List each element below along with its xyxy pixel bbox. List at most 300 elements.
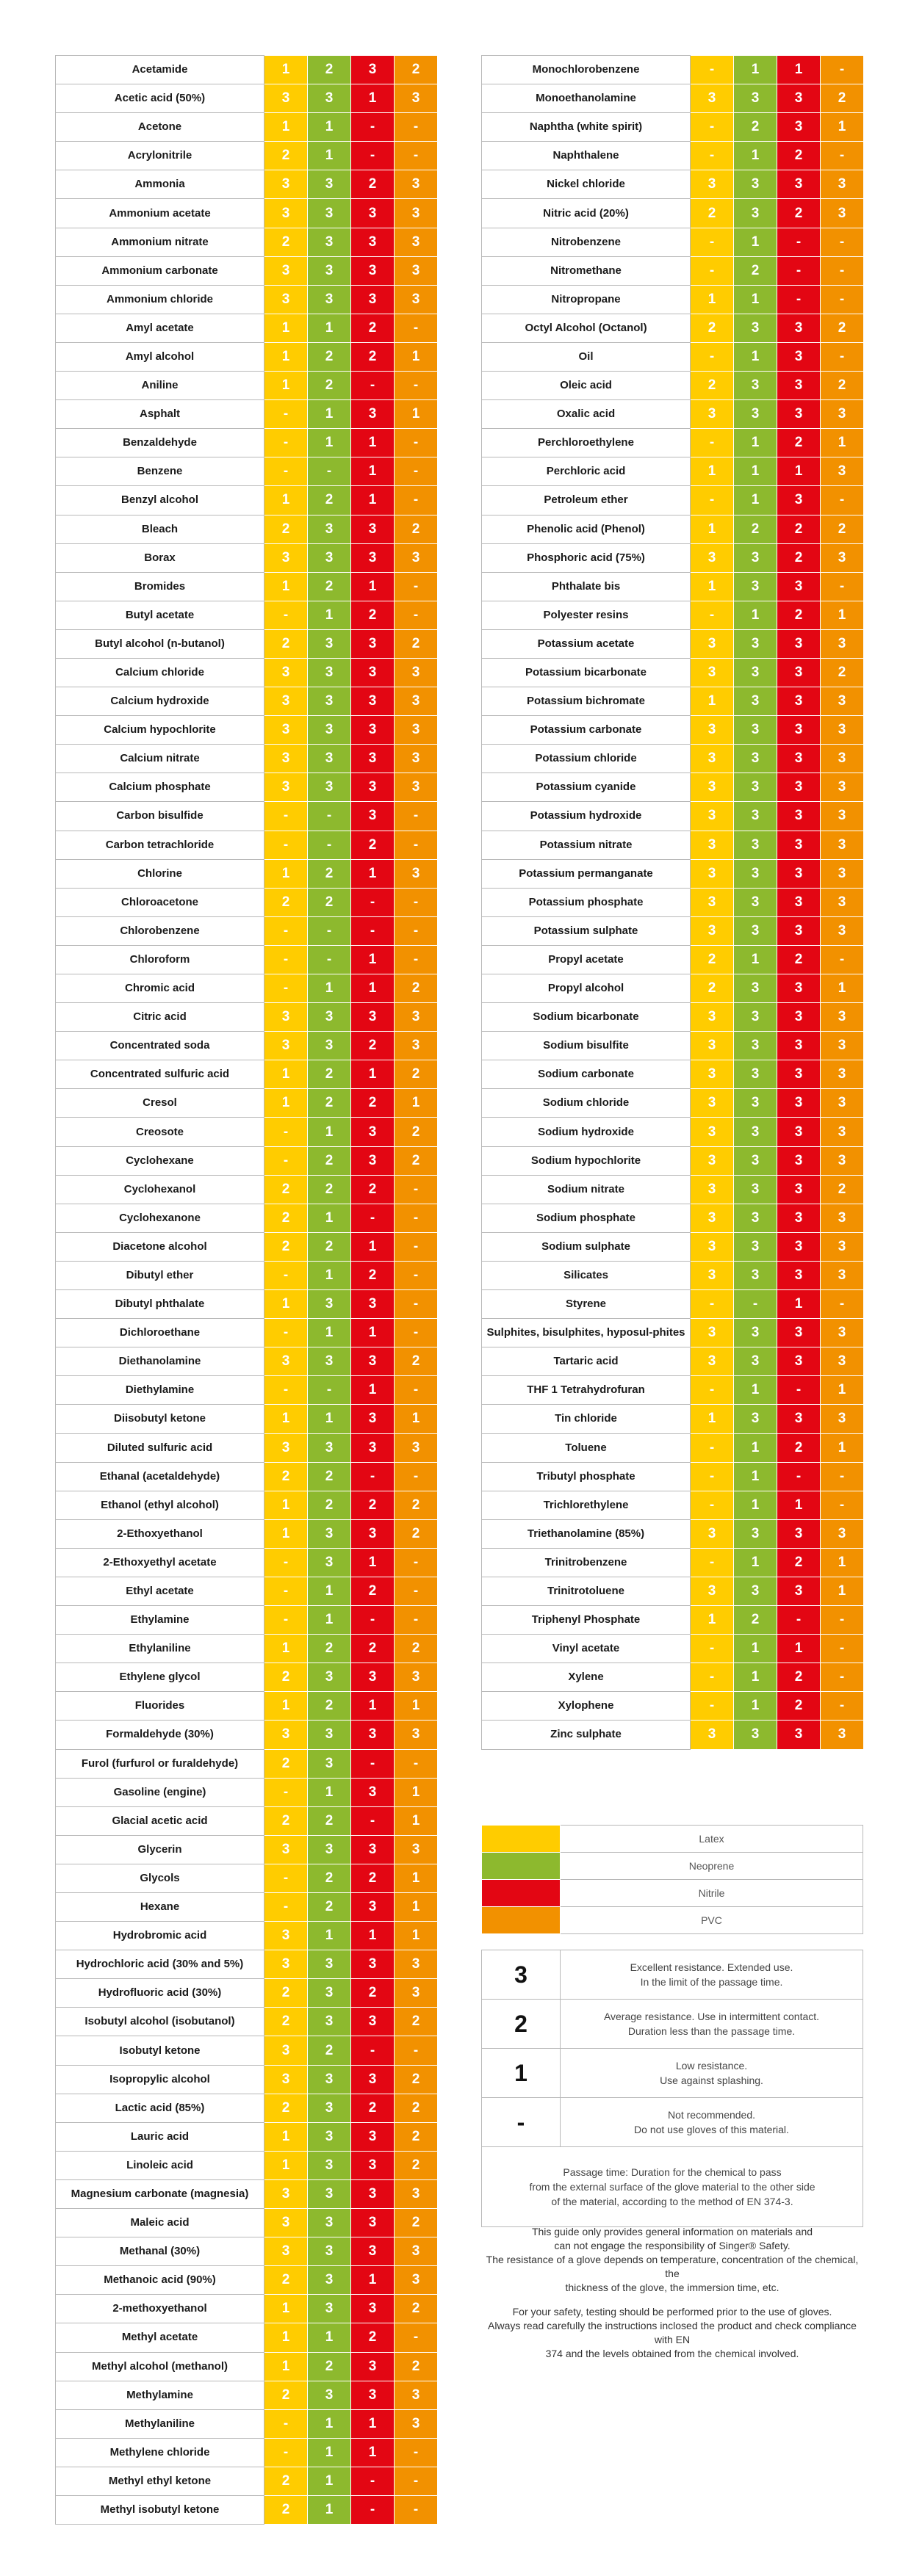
chemical-name: Methyl acetate bbox=[56, 2323, 264, 2352]
latex-rating: 2 bbox=[691, 372, 734, 400]
latex-rating: 2 bbox=[264, 629, 308, 658]
nitrile-rating: 2 bbox=[351, 342, 395, 371]
neoprene-rating: 2 bbox=[308, 1146, 351, 1175]
pvc-rating: 2 bbox=[395, 629, 438, 658]
latex-rating: 3 bbox=[691, 1204, 734, 1232]
table-row bbox=[482, 859, 864, 888]
nitrile-rating: 1 bbox=[351, 945, 395, 974]
chemical-name: Potassium cyanide bbox=[482, 773, 691, 802]
neoprene-rating: 3 bbox=[308, 1835, 351, 1864]
table-row bbox=[482, 457, 864, 486]
chemical-name: Calcium nitrate bbox=[56, 745, 264, 773]
nitrile-rating: 2 bbox=[351, 1864, 395, 1892]
resistance-table-left bbox=[55, 55, 438, 2525]
table-row bbox=[56, 2495, 438, 2524]
table-row bbox=[56, 2122, 438, 2151]
neoprene-rating: 1 bbox=[734, 1663, 777, 1692]
latex-rating: 3 bbox=[691, 859, 734, 888]
pvc-rating: 3 bbox=[395, 228, 438, 256]
latex-rating: 2 bbox=[264, 2467, 308, 2495]
chemical-name: Amyl acetate bbox=[56, 314, 264, 342]
chemical-name: Ethylaniline bbox=[56, 1635, 264, 1663]
latex-rating: 1 bbox=[691, 1405, 734, 1433]
neoprene-rating: 3 bbox=[734, 1405, 777, 1433]
latex-rating: - bbox=[264, 1146, 308, 1175]
nitrile-rating: 3 bbox=[351, 228, 395, 256]
pvc-rating: 3 bbox=[821, 170, 864, 199]
table-row bbox=[56, 1175, 438, 1204]
neoprene-rating: 3 bbox=[734, 629, 777, 658]
neoprene-rating: 1 bbox=[734, 1491, 777, 1519]
nitrile-rating: 3 bbox=[777, 1175, 821, 1204]
latex-rating: 1 bbox=[264, 2122, 308, 2151]
table-row bbox=[56, 1663, 438, 1692]
chemical-name: Chloroacetone bbox=[56, 888, 264, 916]
nitrile-rating: 2 bbox=[351, 601, 395, 629]
pvc-rating: 3 bbox=[395, 1663, 438, 1692]
nitrile-rating: 1 bbox=[777, 1491, 821, 1519]
pvc-rating: - bbox=[395, 1462, 438, 1491]
nitrile-rating: 3 bbox=[777, 1089, 821, 1118]
table-row bbox=[482, 84, 864, 113]
table-row bbox=[482, 1118, 864, 1146]
passage-note-row bbox=[482, 2147, 863, 2227]
pvc-rating: - bbox=[395, 1548, 438, 1577]
table-row bbox=[482, 1405, 864, 1433]
latex-rating: 1 bbox=[691, 687, 734, 716]
nitrile-rating: 3 bbox=[777, 716, 821, 745]
latex-rating: 3 bbox=[264, 716, 308, 745]
chemical-name: Cyclohexanol bbox=[56, 1175, 264, 1204]
pvc-rating: 3 bbox=[395, 687, 438, 716]
chemical-name: Propyl acetate bbox=[482, 945, 691, 974]
table-row bbox=[482, 486, 864, 515]
latex-rating: 1 bbox=[264, 372, 308, 400]
chemical-name: Perchloroethylene bbox=[482, 429, 691, 457]
pvc-rating: 2 bbox=[395, 1347, 438, 1376]
legend-label: Latex bbox=[561, 1826, 863, 1853]
table-row bbox=[56, 1003, 438, 1032]
latex-rating: - bbox=[264, 916, 308, 945]
chemical-name: Hydrobromic acid bbox=[56, 1922, 264, 1950]
chemical-name: Sodium bicarbonate bbox=[482, 1003, 691, 1032]
table-row bbox=[482, 1146, 864, 1175]
disclaimer-line: Always read carefully the instructions inclosed the product and check compliance with EN bbox=[488, 2320, 857, 2345]
pvc-rating: 1 bbox=[395, 1692, 438, 1721]
pvc-rating: 3 bbox=[395, 199, 438, 228]
nitrile-rating: 3 bbox=[777, 1032, 821, 1060]
nitrile-rating: 3 bbox=[351, 1433, 395, 1462]
pvc-rating: 3 bbox=[821, 1721, 864, 1749]
pvc-rating: 2 bbox=[395, 1519, 438, 1548]
table-row bbox=[56, 601, 438, 629]
disclaimer-paragraph bbox=[481, 2225, 863, 2295]
neoprene-rating: - bbox=[308, 916, 351, 945]
table-row bbox=[56, 1721, 438, 1749]
pvc-rating: - bbox=[395, 486, 438, 515]
neoprene-rating: 3 bbox=[734, 1721, 777, 1749]
neoprene-rating: 3 bbox=[734, 1577, 777, 1605]
pvc-rating: 3 bbox=[395, 2409, 438, 2438]
nitrile-rating: 1 bbox=[777, 56, 821, 84]
nitrile-rating: 3 bbox=[351, 2065, 395, 2094]
table-row bbox=[482, 142, 864, 170]
disclaimer-line: For your safety, testing should be performed prior to the use of gloves. bbox=[512, 2306, 832, 2318]
nitrile-rating: 3 bbox=[351, 1347, 395, 1376]
latex-rating: - bbox=[691, 228, 734, 256]
chemical-name: Citric acid bbox=[56, 1003, 264, 1032]
neoprene-rating: 3 bbox=[308, 658, 351, 687]
nitrile-rating: 3 bbox=[777, 84, 821, 113]
neoprene-rating: 3 bbox=[308, 2122, 351, 2151]
neoprene-rating: 1 bbox=[308, 142, 351, 170]
latex-rating: 3 bbox=[264, 2036, 308, 2065]
nitrile-rating: 3 bbox=[351, 2237, 395, 2266]
chemical-name: Polyester resins bbox=[482, 601, 691, 629]
chemical-name: Ammonium nitrate bbox=[56, 228, 264, 256]
latex-rating: 3 bbox=[691, 658, 734, 687]
nitrile-rating: 3 bbox=[351, 543, 395, 572]
latex-rating: - bbox=[264, 1893, 308, 1922]
chemical-name: Nitrobenzene bbox=[482, 228, 691, 256]
latex-rating: 1 bbox=[264, 56, 308, 84]
chemical-name: Potassium sulphate bbox=[482, 916, 691, 945]
pvc-rating: 3 bbox=[821, 687, 864, 716]
pvc-rating: 3 bbox=[821, 716, 864, 745]
chemical-name: Chloroform bbox=[56, 945, 264, 974]
pvc-rating: 1 bbox=[395, 342, 438, 371]
neoprene-rating: 3 bbox=[308, 1433, 351, 1462]
nitrile-rating: 2 bbox=[777, 543, 821, 572]
chemical-name: Potassium hydroxide bbox=[482, 802, 691, 831]
table-row bbox=[56, 543, 438, 572]
neoprene-rating: 3 bbox=[308, 687, 351, 716]
pvc-rating: - bbox=[395, 945, 438, 974]
latex-rating: 3 bbox=[264, 773, 308, 802]
pvc-rating: - bbox=[395, 1376, 438, 1405]
table-row bbox=[56, 1433, 438, 1462]
table-row bbox=[56, 56, 438, 84]
pvc-rating: - bbox=[395, 457, 438, 486]
chemical-name: Potassium bichromate bbox=[482, 687, 691, 716]
latex-rating: 3 bbox=[691, 716, 734, 745]
pvc-rating: 3 bbox=[395, 170, 438, 199]
nitrile-rating: 2 bbox=[777, 1663, 821, 1692]
chemical-name: Glycols bbox=[56, 1864, 264, 1892]
neoprene-rating: 1 bbox=[308, 1261, 351, 1289]
table-row bbox=[482, 1491, 864, 1519]
table-row bbox=[56, 974, 438, 1003]
nitrile-rating: 2 bbox=[351, 1979, 395, 2008]
table-row bbox=[56, 429, 438, 457]
pvc-swatch bbox=[482, 1907, 561, 1934]
table-row bbox=[482, 113, 864, 142]
table-row bbox=[482, 342, 864, 371]
table-row bbox=[56, 888, 438, 916]
chemical-name: Cyclohexane bbox=[56, 1146, 264, 1175]
chemical-name: Tin chloride bbox=[482, 1405, 691, 1433]
pvc-rating: - bbox=[395, 601, 438, 629]
table-row bbox=[56, 1232, 438, 1261]
table-row bbox=[56, 658, 438, 687]
table-row bbox=[56, 515, 438, 543]
nitrile-rating: 1 bbox=[351, 572, 395, 601]
chemical-name: Ammonium acetate bbox=[56, 199, 264, 228]
nitrile-rating: 3 bbox=[351, 2122, 395, 2151]
nitrile-rating: 3 bbox=[351, 515, 395, 543]
latex-rating: 2 bbox=[264, 515, 308, 543]
table-row bbox=[56, 1146, 438, 1175]
table-row bbox=[56, 256, 438, 285]
nitrile-rating: 3 bbox=[777, 372, 821, 400]
neoprene-rating: 3 bbox=[308, 2295, 351, 2323]
nitrile-rating: 2 bbox=[351, 1089, 395, 1118]
latex-rating: 3 bbox=[691, 1060, 734, 1089]
chemical-name: Toluene bbox=[482, 1433, 691, 1462]
latex-rating: 3 bbox=[691, 773, 734, 802]
latex-rating: 3 bbox=[264, 2237, 308, 2266]
chemical-name: Sodium nitrate bbox=[482, 1175, 691, 1204]
latex-rating: 2 bbox=[691, 314, 734, 342]
latex-rating: - bbox=[691, 56, 734, 84]
neoprene-rating: 1 bbox=[308, 2409, 351, 2438]
table-row bbox=[482, 1032, 864, 1060]
table-row bbox=[482, 1175, 864, 1204]
nitrile-rating: 3 bbox=[777, 658, 821, 687]
latex-rating: - bbox=[264, 1778, 308, 1806]
latex-rating: 2 bbox=[264, 228, 308, 256]
pvc-rating: 3 bbox=[821, 400, 864, 429]
table-row bbox=[482, 170, 864, 199]
neoprene-rating: 2 bbox=[308, 1232, 351, 1261]
neoprene-rating: 3 bbox=[308, 256, 351, 285]
chemical-name: Diethanolamine bbox=[56, 1347, 264, 1376]
nitrile-rating: 3 bbox=[777, 745, 821, 773]
nitrile-rating: 3 bbox=[351, 256, 395, 285]
pvc-rating: 3 bbox=[821, 457, 864, 486]
pvc-rating: 2 bbox=[821, 314, 864, 342]
neoprene-rating: 3 bbox=[734, 1347, 777, 1376]
pvc-rating: 3 bbox=[395, 2266, 438, 2295]
neoprene-rating: 2 bbox=[734, 113, 777, 142]
nitrile-rating: 3 bbox=[777, 170, 821, 199]
neoprene-rating: 1 bbox=[308, 1319, 351, 1347]
pvc-rating: 3 bbox=[821, 1232, 864, 1261]
pvc-rating: 3 bbox=[821, 1060, 864, 1089]
latex-rating: 3 bbox=[264, 1922, 308, 1950]
chemical-name: Bromides bbox=[56, 572, 264, 601]
neoprene-rating: 3 bbox=[734, 543, 777, 572]
table-row bbox=[56, 400, 438, 429]
latex-rating: 3 bbox=[264, 199, 308, 228]
neoprene-rating: 3 bbox=[308, 2151, 351, 2179]
latex-rating: 2 bbox=[691, 199, 734, 228]
nitrile-rating: - bbox=[777, 1606, 821, 1635]
neoprene-rating: - bbox=[308, 1376, 351, 1405]
nitrile-rating: 3 bbox=[777, 400, 821, 429]
latex-rating: 3 bbox=[264, 1433, 308, 1462]
nitrile-rating: 2 bbox=[351, 314, 395, 342]
nitrile-rating: - bbox=[351, 1606, 395, 1635]
nitrile-rating: 1 bbox=[351, 1548, 395, 1577]
table-row bbox=[482, 945, 864, 974]
table-row bbox=[56, 1979, 438, 2008]
chemical-name: Potassium nitrate bbox=[482, 831, 691, 859]
nitrile-rating: 2 bbox=[777, 515, 821, 543]
chemical-name: Oxalic acid bbox=[482, 400, 691, 429]
chemical-name: Potassium acetate bbox=[482, 629, 691, 658]
nitrile-rating: 3 bbox=[351, 716, 395, 745]
pvc-rating: - bbox=[395, 113, 438, 142]
nitrile-rating: 3 bbox=[351, 2008, 395, 2036]
chemical-name: Calcium hydroxide bbox=[56, 687, 264, 716]
table-row bbox=[56, 170, 438, 199]
neoprene-rating: 3 bbox=[734, 1146, 777, 1175]
neoprene-rating: 1 bbox=[734, 1376, 777, 1405]
nitrile-rating: 1 bbox=[351, 1232, 395, 1261]
neoprene-rating: 1 bbox=[308, 1405, 351, 1433]
table-row bbox=[56, 84, 438, 113]
table-row bbox=[56, 687, 438, 716]
table-row bbox=[56, 1118, 438, 1146]
latex-rating: 3 bbox=[264, 745, 308, 773]
table-row bbox=[56, 2381, 438, 2409]
neoprene-rating: 1 bbox=[734, 285, 777, 314]
neoprene-rating: 3 bbox=[734, 716, 777, 745]
nitrile-rating: - bbox=[351, 2467, 395, 2495]
neoprene-rating: 3 bbox=[734, 773, 777, 802]
chemical-name: Naphthalene bbox=[482, 142, 691, 170]
latex-rating: 3 bbox=[264, 1347, 308, 1376]
neoprene-rating: 3 bbox=[308, 1519, 351, 1548]
chemical-name: Concentrated sulfuric acid bbox=[56, 1060, 264, 1089]
table-row bbox=[56, 1548, 438, 1577]
chemical-name: Lauric acid bbox=[56, 2122, 264, 2151]
latex-rating: 3 bbox=[264, 2065, 308, 2094]
table-row bbox=[482, 629, 864, 658]
pvc-rating: 2 bbox=[821, 84, 864, 113]
pvc-rating: - bbox=[395, 802, 438, 831]
neoprene-rating: 1 bbox=[308, 400, 351, 429]
latex-rating: 2 bbox=[264, 1175, 308, 1204]
pvc-rating: 3 bbox=[821, 745, 864, 773]
desc-line: Duration less than the passage time. bbox=[627, 2025, 796, 2037]
latex-rating: 1 bbox=[264, 1089, 308, 1118]
neoprene-rating: 2 bbox=[308, 372, 351, 400]
nitrile-rating: 3 bbox=[351, 1663, 395, 1692]
nitrile-rating: 2 bbox=[351, 1261, 395, 1289]
pvc-rating: - bbox=[821, 486, 864, 515]
pvc-rating: 2 bbox=[395, 56, 438, 84]
nitrile-rating: 2 bbox=[351, 1577, 395, 1605]
pvc-rating: 3 bbox=[821, 629, 864, 658]
latex-rating: 3 bbox=[691, 1261, 734, 1289]
neoprene-rating: 3 bbox=[308, 1003, 351, 1032]
neoprene-rating: 3 bbox=[734, 199, 777, 228]
table-row bbox=[56, 285, 438, 314]
chemical-name: Dibutyl phthalate bbox=[56, 1290, 264, 1319]
chemical-name: Isobutyl alcohol (isobutanol) bbox=[56, 2008, 264, 2036]
neoprene-rating: - bbox=[308, 802, 351, 831]
chemical-name: Sodium chloride bbox=[482, 1089, 691, 1118]
pvc-rating: - bbox=[821, 285, 864, 314]
nitrile-rating: 3 bbox=[777, 1577, 821, 1605]
pvc-rating: - bbox=[821, 1491, 864, 1519]
latex-rating: 3 bbox=[264, 2209, 308, 2237]
latex-rating: 2 bbox=[264, 1979, 308, 2008]
chemical-name: Creosote bbox=[56, 1118, 264, 1146]
chemical-name: Propyl alcohol bbox=[482, 974, 691, 1003]
neoprene-rating: 3 bbox=[308, 543, 351, 572]
neoprene-rating: 2 bbox=[308, 1692, 351, 1721]
pvc-rating: 3 bbox=[821, 773, 864, 802]
table-body bbox=[482, 56, 864, 1750]
neoprene-swatch bbox=[482, 1853, 561, 1880]
latex-rating: - bbox=[264, 945, 308, 974]
latex-rating: - bbox=[691, 342, 734, 371]
table-row bbox=[56, 1491, 438, 1519]
neoprene-rating: 3 bbox=[308, 1032, 351, 1060]
pvc-rating: 3 bbox=[821, 1003, 864, 1032]
table-row bbox=[482, 1232, 864, 1261]
table-row bbox=[56, 342, 438, 371]
pvc-rating: - bbox=[395, 888, 438, 916]
chemical-name: Tributyl phosphate bbox=[482, 1462, 691, 1491]
pvc-rating: 3 bbox=[395, 1003, 438, 1032]
neoprene-rating: 3 bbox=[308, 2065, 351, 2094]
nitrile-rating: 2 bbox=[777, 142, 821, 170]
neoprene-rating: 1 bbox=[734, 601, 777, 629]
nitrile-rating: - bbox=[351, 1204, 395, 1232]
chemical-name: 2-Ethoxyethanol bbox=[56, 1519, 264, 1548]
latex-rating: - bbox=[691, 1635, 734, 1663]
nitrile-rating: - bbox=[351, 916, 395, 945]
pvc-rating: - bbox=[821, 1290, 864, 1319]
neoprene-rating: 3 bbox=[308, 745, 351, 773]
nitrile-rating: 1 bbox=[351, 859, 395, 888]
chemical-name: Hexane bbox=[56, 1893, 264, 1922]
nitrile-rating: 3 bbox=[777, 1721, 821, 1749]
neoprene-rating: - bbox=[308, 457, 351, 486]
neoprene-rating: 2 bbox=[308, 2352, 351, 2381]
latex-rating: 3 bbox=[691, 1319, 734, 1347]
pvc-rating: 1 bbox=[395, 1806, 438, 1835]
chemical-name: Sodium carbonate bbox=[482, 1060, 691, 1089]
nitrile-rating: 2 bbox=[351, 170, 395, 199]
chemical-name: Trinitrobenzene bbox=[482, 1548, 691, 1577]
table-row bbox=[482, 601, 864, 629]
chemical-name: Calcium hypochlorite bbox=[56, 716, 264, 745]
table-row bbox=[56, 372, 438, 400]
nitrile-rating: 3 bbox=[777, 1146, 821, 1175]
pvc-rating: 3 bbox=[821, 1347, 864, 1376]
latex-rating: 3 bbox=[264, 1835, 308, 1864]
level-symbol: 2 bbox=[482, 2000, 561, 2049]
chemical-name: Sodium phosphate bbox=[482, 1204, 691, 1232]
latex-rating: 2 bbox=[264, 1232, 308, 1261]
nitrile-rating: 3 bbox=[351, 400, 395, 429]
latex-rating: 1 bbox=[264, 572, 308, 601]
pvc-rating: 3 bbox=[395, 716, 438, 745]
neoprene-rating: 3 bbox=[308, 1950, 351, 1979]
pvc-rating: 2 bbox=[395, 974, 438, 1003]
pvc-rating: 3 bbox=[395, 256, 438, 285]
chemical-name: Potassium permanganate bbox=[482, 859, 691, 888]
nitrile-swatch bbox=[482, 1880, 561, 1907]
nitrile-rating: 3 bbox=[777, 802, 821, 831]
table-row bbox=[56, 1089, 438, 1118]
latex-rating: 1 bbox=[264, 1060, 308, 1089]
